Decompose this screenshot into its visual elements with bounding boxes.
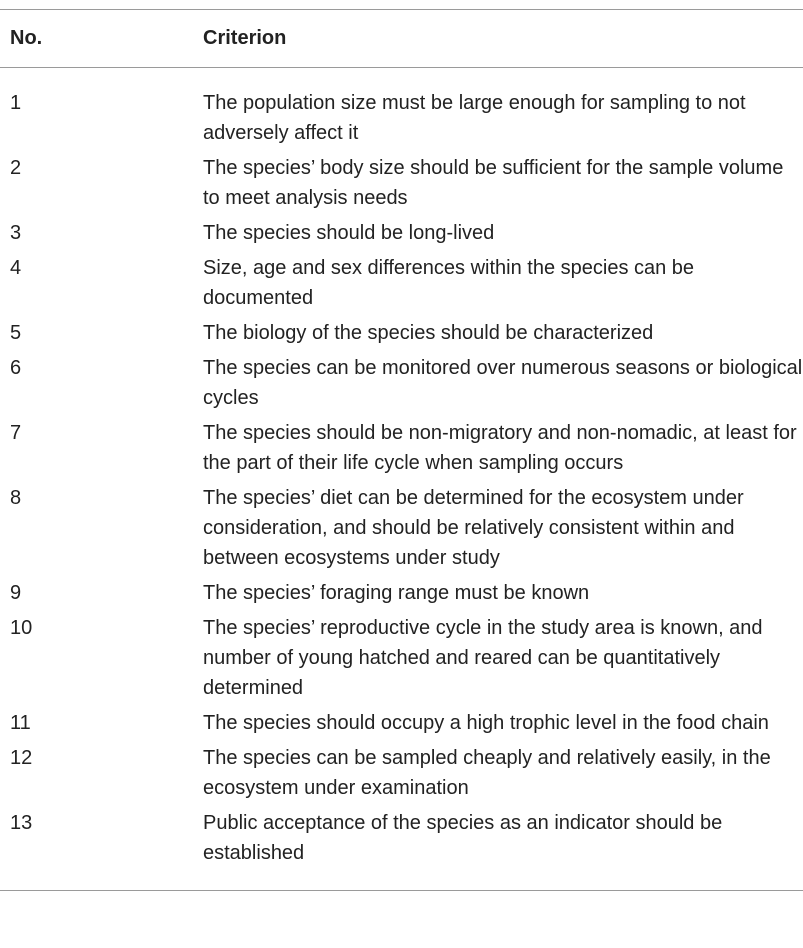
table-row: [0, 251, 803, 316]
row-criterion: The biology of the species should be characterized: [203, 322, 654, 344]
row-criterion: The species should be long-lived: [203, 222, 495, 244]
row-number: 5: [10, 322, 22, 344]
row-number: 10: [10, 617, 33, 639]
table-row: [0, 481, 803, 576]
row-criterion: Size, age and sex differences within the species can be documented: [203, 257, 695, 309]
row-number: 12: [10, 747, 33, 769]
row-number: 11: [10, 712, 31, 734]
table-row: [0, 576, 803, 611]
row-number: 9: [10, 582, 22, 604]
table-row: [0, 68, 803, 151]
table-row: [0, 706, 803, 741]
table-row: [0, 611, 803, 706]
row-criterion: Public acceptance of the species as an indicator should be established: [203, 812, 723, 864]
row-criterion: The species should be non-migratory and non-nomadic, at least for the part of their life cycle when sampling occurs: [203, 422, 797, 474]
row-criterion: The species can be sampled cheaply and relatively easily, in the ecosystem under examination: [203, 747, 771, 799]
row-number: 8: [10, 487, 22, 509]
row-number: 6: [10, 357, 22, 379]
row-criterion: The species’ diet can be determined for the ecosystem under consideration, and should be relatively consistent within and between ecosystems under study: [203, 487, 744, 569]
header-criterion: Criterion: [203, 27, 287, 49]
row-number: 7: [10, 422, 22, 444]
row-number: 3: [10, 222, 22, 244]
table-row: [0, 151, 803, 216]
criteria-table: [0, 9, 803, 891]
row-criterion: The species’ reproductive cycle in the study area is known, and number of young hatched and reared can be quantitatively determined: [203, 617, 763, 699]
row-criterion: The species can be monitored over numerous seasons or biological cycles: [203, 357, 803, 409]
table-row: [0, 216, 803, 251]
table-body: [0, 68, 803, 891]
row-criterion: The population size must be large enough for sampling to not adversely affect it: [203, 92, 746, 144]
row-criterion: The species should occupy a high trophic level in the food chain: [203, 712, 769, 734]
table-row: [0, 806, 803, 891]
header-row: [0, 10, 803, 68]
table-row: [0, 351, 803, 416]
row-criterion: The species’ foraging range must be known: [203, 582, 590, 604]
table-row: [0, 416, 803, 481]
row-number: 2: [10, 157, 22, 179]
row-number: 13: [10, 812, 33, 834]
row-criterion: The species’ body size should be sufficient for the sample volume to meet analysis needs: [203, 157, 784, 209]
row-number: 1: [10, 92, 22, 114]
header-no: No.: [10, 27, 43, 49]
row-number: 4: [10, 257, 22, 279]
criteria-table-container: [0, 9, 803, 891]
table-header: [0, 10, 803, 68]
table-row: [0, 741, 803, 806]
table-row: [0, 316, 803, 351]
